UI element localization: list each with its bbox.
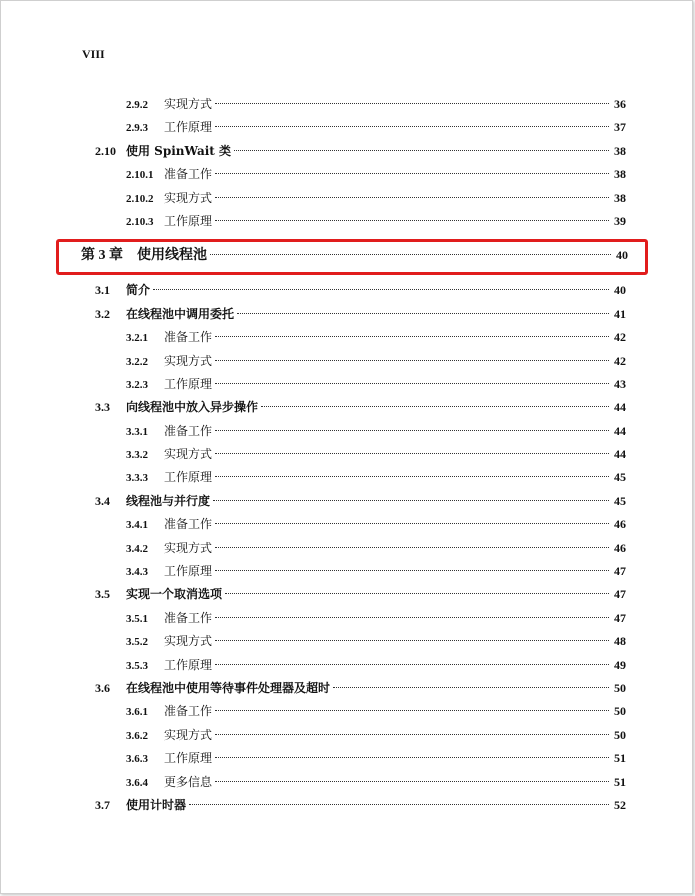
dot-leader [237,313,609,314]
entry-number: 3.2.3 [126,378,148,391]
dot-leader [215,336,609,337]
toc-entry[interactable] [81,350,626,373]
entry-title: 实现方式 [164,540,213,555]
toc-entry[interactable] [81,187,626,210]
entry-number: 3.2 [95,306,110,321]
entry-number: 3.1 [95,283,110,298]
entry-page: 44 [614,447,626,462]
toc-entry[interactable] [81,93,626,116]
toc-entry[interactable] [81,630,626,653]
entry-number: 2.10.1 [126,169,154,182]
toc-entry[interactable] [81,116,626,139]
dot-leader [215,547,609,548]
entry-number: 3.5.3 [126,659,148,672]
entry-title: 准备工作 [164,423,213,438]
dot-leader [215,197,609,198]
toc-entry[interactable] [81,513,626,536]
entry-page: 47 [614,587,626,602]
entry-page: 39 [614,213,626,228]
entry-page: 47 [614,610,626,625]
entry-title: 实现方式 [164,353,213,368]
toc-entry[interactable] [81,583,626,606]
dot-leader [215,664,609,665]
entry-title: 实现方式 [164,727,213,742]
toc-entry[interactable] [81,303,626,326]
toc-entry[interactable] [81,326,626,349]
toc-entry[interactable] [81,771,626,794]
dot-leader [215,757,609,758]
entry-title: 准备工作 [164,517,213,532]
entry-title: 向线程池中放入异步操作 [126,400,259,415]
dot-leader [225,593,609,594]
toc-section-after [81,279,626,817]
entry-title: 工作原理 [164,657,213,672]
entry-page: 40 [614,283,626,298]
entry-number: 3.4.1 [126,519,148,532]
entry-title: 准备工作 [164,704,213,719]
dot-leader [333,687,609,688]
entry-title: 使用 SpinWait 类 [126,143,232,158]
entry-page: 46 [614,540,626,555]
entry-title: 准备工作 [164,167,213,182]
entry-page: 42 [614,353,626,368]
toc-entry[interactable] [81,396,626,419]
dot-leader [215,570,609,571]
entry-title: 实现方式 [164,447,213,462]
entry-title: 在线程池中使用等待事件处理器及超时 [126,680,331,695]
entry-number: 3.3.2 [126,449,148,462]
toc-entry[interactable] [81,700,626,723]
entry-number: 2.9.2 [126,99,148,111]
dot-leader [213,500,609,501]
entry-title: 简介 [126,283,151,298]
toc-entry[interactable] [81,443,626,466]
entry-page: 44 [614,423,626,438]
toc-entry[interactable] [81,724,626,747]
entry-number: 2.10.2 [126,192,154,205]
toc-chapter-entry[interactable] [55,237,628,274]
entry-number: 3.4 [95,493,110,508]
dot-leader [153,289,609,290]
entry-title: 工作原理 [164,470,213,485]
dot-leader [210,254,611,255]
dot-leader [215,173,609,174]
entry-title: 更多信息 [164,774,213,789]
entry-number: 2.9.3 [126,122,148,135]
toc-entry[interactable] [81,747,626,770]
entry-page: 46 [614,517,626,532]
entry-page: 45 [614,470,626,485]
dot-leader [189,804,609,805]
entry-title: 准备工作 [164,330,213,345]
toc-entry[interactable] [81,163,626,186]
dot-leader [215,103,609,104]
entry-number: 3.3.3 [126,472,148,485]
entry-number: 3.5.2 [126,636,148,649]
toc-entry[interactable] [81,420,626,443]
entry-number: 3.4.3 [126,566,148,579]
entry-page: 38 [614,190,626,205]
entry-title: 在线程池中调用委托 [126,306,235,321]
entry-title: 线程池与并行度 [126,493,211,508]
entry-page: 36 [614,97,626,111]
entry-page: 51 [614,774,626,789]
chapter-number: 第 3 章 [81,248,123,264]
dot-leader [215,430,609,431]
entry-page: 43 [614,376,626,391]
entry-page: 38 [614,143,626,158]
entry-number: 2.10 [95,143,116,158]
entry-page: 52 [614,797,626,812]
entry-number: 2.10.3 [126,215,154,228]
entry-number: 3.3 [95,400,110,415]
entry-number: 3.6 [95,680,110,695]
dot-leader [215,523,609,524]
entry-page: 45 [614,493,626,508]
toc-entry[interactable] [81,279,626,302]
dot-leader [215,781,609,782]
dot-leader [215,220,609,221]
entry-title: 实现一个取消选项 [126,587,223,602]
entry-title: 工作原理 [164,213,213,228]
entry-number: 3.6.1 [126,706,148,719]
toc-entry[interactable] [81,373,626,396]
entry-number: 3.3.1 [126,425,148,438]
toc-entry[interactable] [81,654,626,677]
dot-leader [215,453,609,454]
entry-page: 49 [614,657,626,672]
toc-entry[interactable] [81,607,626,630]
entry-page: 50 [614,727,626,742]
entry-number: 3.6.2 [126,729,148,742]
entry-number: 3.5 [95,587,110,602]
dot-leader [215,710,609,711]
entry-page: 44 [614,400,626,415]
entry-title: 实现方式 [164,97,213,111]
entry-page: 41 [614,306,626,321]
entry-number: 3.6.4 [126,776,148,789]
toc-entry[interactable] [81,490,626,513]
entry-number: 3.2.1 [126,332,148,345]
entry-page: 42 [614,330,626,345]
entry-title: 工作原理 [164,564,213,579]
entry-title: 准备工作 [164,610,213,625]
dot-leader [234,150,609,151]
dot-leader [215,617,609,618]
chapter-title: 使用线程池 [137,247,207,264]
toc-entry[interactable] [81,210,626,233]
toc-section-before [81,93,626,233]
entry-number: 3.4.2 [126,542,148,555]
entry-page: 48 [614,634,626,649]
toc-entry[interactable] [81,466,626,489]
dot-leader [215,383,609,384]
dot-leader [215,640,609,641]
entry-title: 工作原理 [164,376,213,391]
chapter-page: 40 [616,248,628,263]
entry-page: 50 [614,704,626,719]
entry-number: 3.2.2 [126,355,148,368]
entry-page: 47 [614,564,626,579]
toc-entry[interactable] [81,140,626,163]
toc-entry[interactable] [81,677,626,700]
dot-leader [215,734,609,735]
toc-entry[interactable] [81,537,626,560]
entry-number: 3.5.1 [126,612,148,625]
dot-leader [215,476,609,477]
table-of-contents [81,93,626,817]
entry-page: 50 [614,680,626,695]
entry-title: 实现方式 [164,634,213,649]
entry-title: 实现方式 [164,190,213,205]
dot-leader [261,406,609,407]
page-number: VIII [82,47,105,61]
entry-number: 3.6.3 [126,753,148,766]
entry-title: 使用计时器 [126,797,187,812]
dot-leader [215,360,609,361]
entry-number: 3.7 [95,797,110,812]
entry-page: 37 [614,120,626,135]
entry-page: 51 [614,751,626,766]
toc-entry[interactable] [81,794,626,817]
entry-title: 工作原理 [164,120,213,135]
entry-title: 工作原理 [164,751,213,766]
dot-leader [215,126,609,127]
entry-page: 38 [614,167,626,182]
toc-entry[interactable] [81,560,626,583]
